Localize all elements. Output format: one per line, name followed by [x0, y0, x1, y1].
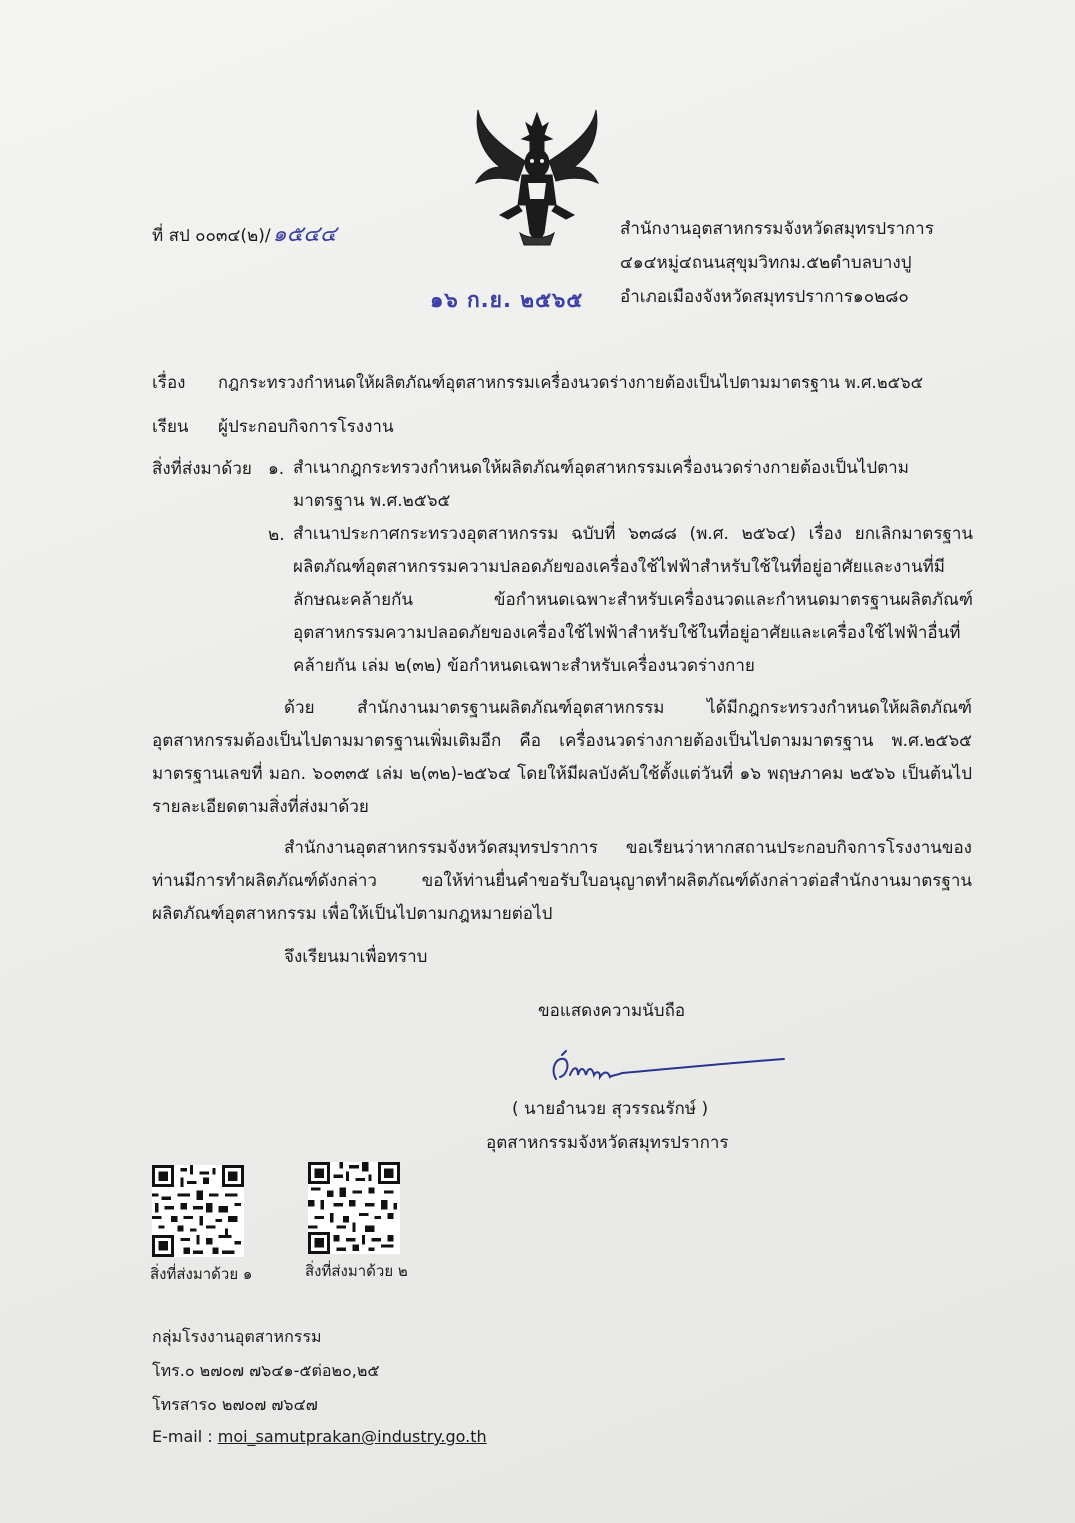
body-paragraph-2: สำนักงานอุตสาหกรรมจังหวัดสมุทรปราการ ขอเรียนว่าหากสถานประกอบกิจการโรงงานของท่านมีการทำผลิตภัณฑ์ดังกล่าว ขอให้ท่านยื่นคำขอรับใบอนุญาตทำผลิตภัณฑ์ดังกล่าวต่อสำนักงานมาตรฐานผลิตภัณฑ์อุตสาหกรรม เพื่อให้เป็นไปตามกฎหมายต่อไป — [152, 838, 972, 924]
footer-fax: โทรสาร๐ ๒๗๐๗ ๗๖๔๗ — [152, 1395, 318, 1414]
office-line: ๔๑๔หมู่๔ถนนสุขุมวิทกม.๕๒ตำบลบางปู — [620, 253, 912, 273]
qr-caption-1: สิ่งที่ส่งมาด้วย ๑ — [150, 1265, 253, 1283]
to-text: ผู้ประกอบกิจการโรงงาน — [218, 417, 394, 437]
office-address — [620, 212, 934, 314]
enclosure-number-1: ๑. — [268, 459, 285, 479]
office-line: สำนักงานอุตสาหกรรมจังหวัดสมุทรปราการ — [620, 219, 934, 239]
date-stamp: ๑๖ ก.ย. ๒๕๖๕ — [430, 288, 584, 312]
signer-position: อุตสาหกรรมจังหวัดสมุทรปราการ — [486, 1133, 729, 1153]
email-link[interactable]: moi_samutprakan@industry.go.th — [217, 1427, 487, 1446]
enclosure-number-2: ๒. — [268, 525, 285, 545]
signer-name: ( นายอำนวย สุวรรณรักษ์ ) — [512, 1099, 709, 1119]
enclosure-text-1: สำเนากฎกระทรวงกำหนดให้ผลิตภัณฑ์อุตสาหกรรมเครื่องนวดร่างกายต้องเป็นไปตามมาตรฐาน พ.ศ.๒๕๖๕ — [293, 458, 909, 511]
footer-phone: โทร.๐ ๒๗๐๗ ๗๖๔๑-๕ต่อ๒๐,๒๕ — [152, 1361, 380, 1380]
closing-line: จึงเรียนมาเพื่อทราบ — [284, 947, 428, 967]
subject-text: กฎกระทรวงกำหนดให้ผลิตภัณฑ์อุตสาหกรรมเครื่องนวดร่างกายต้องเป็นไปตามมาตรฐาน พ.ศ.๒๕๖๕ — [218, 373, 924, 392]
to-label: เรียน — [152, 417, 189, 437]
subject-label: เรื่อง — [152, 373, 186, 393]
garuda-emblem-icon — [470, 105, 605, 255]
qr-caption-2: สิ่งที่ส่งมาด้วย ๒ — [305, 1262, 408, 1280]
email-label: E-mail : — [152, 1427, 213, 1446]
qr-code-icon[interactable] — [152, 1165, 244, 1257]
regards-text: ขอแสดงความนับถือ — [538, 1001, 686, 1021]
body-paragraph-1: ด้วย สำนักงานมาตรฐานผลิตภัณฑ์อุตสาหกรรม ได้มีกฎกระทรวงกำหนดให้ผลิตภัณฑ์อุตสาหกรรมต้องเป็นไปตามมาตรฐานเพิ่มเติมอีก คือ เครื่องนวดร่างกายต้องเป็นไปตามมาตรฐาน พ.ศ.๒๕๖๕ มาตรฐานเลขที่ มอก. ๖๐๓๓๕ เล่ม ๒(๓๒)-๒๕๖๔ โดยให้มีผลบังคับใช้ตั้งแต่วันที่ ๑๖ พฤษภาคม ๒๕๖๖ เป็นต้นไป รายละเอียดตามสิ่งที่ส่งมาด้วย — [152, 698, 972, 817]
office-line: อำเภอเมืองจังหวัดสมุทรปราการ๑๐๒๘๐ — [620, 287, 909, 307]
enclosures-label: สิ่งที่ส่งมาด้วย — [152, 459, 252, 479]
document-number-handwritten: ๑๕๔๔ — [272, 222, 337, 247]
document-number — [152, 216, 337, 251]
qr-code-icon[interactable] — [308, 1162, 400, 1254]
footer-email — [152, 1420, 487, 1453]
handwritten-signature — [548, 1045, 788, 1090]
enclosure-text-2: สำเนาประกาศกระทรวงอุตสาหกรรม ฉบับที่ ๖๓๘๘ (พ.ศ. ๒๕๖๔) เรื่อง ยกเลิกมาตรฐานผลิตภัณฑ์อุตสาหกรรมความปลอดภัยของเครื่องใช้ไฟฟ้าสำหรับใช้ในที่อยู่อาศัยและงานที่มีลักษณะคล้ายกัน ข้อกำหนดเฉพาะสำหรับเครื่องนวดและกำหนดมาตรฐานผลิตภัณฑ์อุตสาหกรรมความปลอดภัยของเครื่องใช้ไฟฟ้าสำหรับใช้ในที่อยู่อาศัยและเครื่องใช้ไฟฟ้าอื่นที่คล้ายกัน เล่ม ๒(๓๒) ข้อกำหนดเฉพาะสำหรับเครื่องนวดร่างกาย — [293, 524, 973, 676]
document-number-prefix: ที่ สป ๐๐๓๔(๒)/ — [152, 226, 271, 246]
footer-department: กลุ่มโรงงานอุตสาหกรรม — [152, 1327, 322, 1346]
